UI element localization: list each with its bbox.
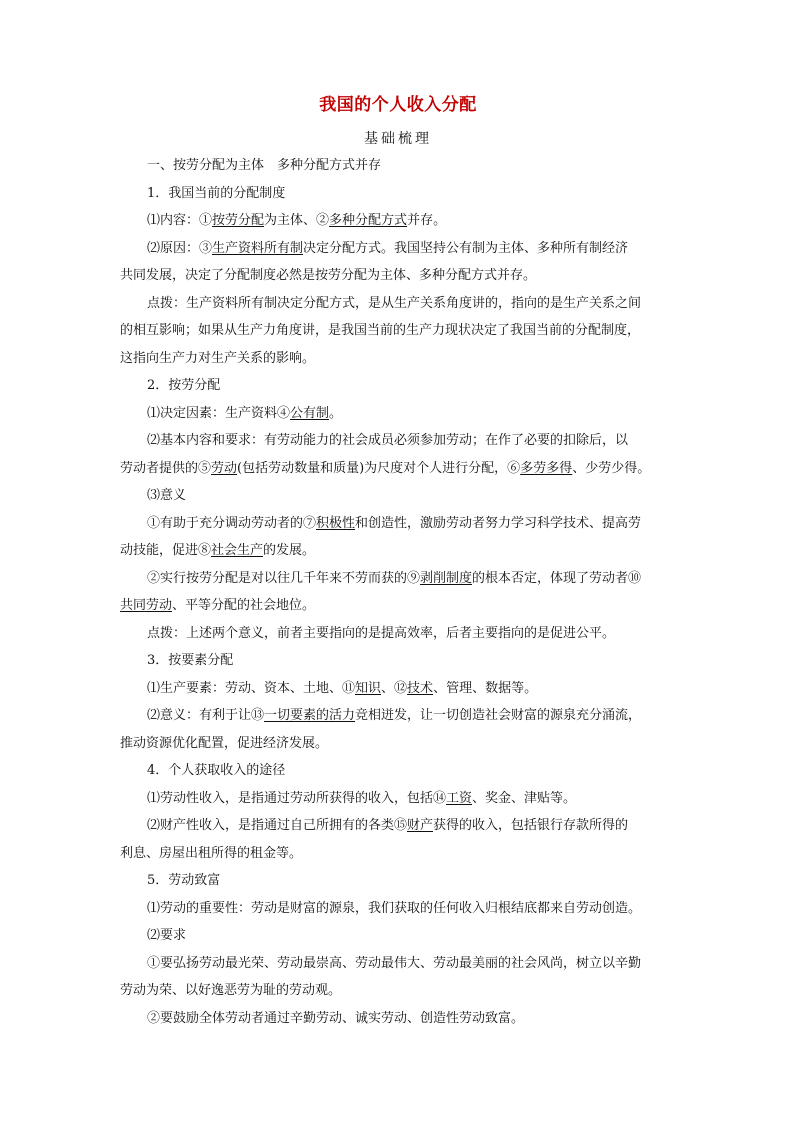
text-segment: ⑴生产要素：劳动、资本、土地、⑪	[147, 680, 356, 696]
answer-blank: 多种分配方式	[329, 213, 408, 228]
text-segment: 1．我国当前的分配制度	[147, 185, 286, 201]
text-line	[120, 427, 676, 455]
text-line	[120, 290, 676, 318]
text-segment: 为主体、②	[264, 213, 330, 228]
text-line	[120, 235, 676, 263]
text-line	[120, 262, 676, 290]
text-line	[120, 730, 676, 758]
text-segment: ⑴内容：①	[147, 213, 213, 228]
text-segment: ⑴劳动的重要性：劳动是财富的源泉，我们获取的任何收入归根结底都来自劳动创造。	[147, 900, 642, 916]
text-line	[120, 565, 676, 593]
text-line	[120, 537, 676, 565]
text-segment: 和创造性，激励劳动者努力学习科学技术、提高劳	[355, 515, 642, 531]
text-segment: ⑵财产性收入，是指通过自己所拥有的各类⑮	[147, 818, 408, 833]
answer-blank: 共同劳动	[120, 598, 173, 613]
text-line	[120, 647, 676, 675]
text-line	[120, 950, 676, 978]
answer-blank: 生产资料所有制	[212, 240, 304, 256]
text-segment: 获得的收入，包括银行存款所得的	[433, 818, 629, 833]
text-segment: 点拨：上述两个意义，前者主要指向的是提高效率，后者主要指向的是促进公平。	[147, 625, 616, 641]
answer-blank: 技术	[407, 680, 434, 696]
text-segment: 3．按要素分配	[147, 653, 234, 668]
text-line	[120, 482, 676, 510]
text-segment: ②实行按劳分配是对以往几千年来不劳而获的⑨	[147, 570, 421, 586]
answer-blank: 公有制	[290, 405, 330, 421]
text-line	[120, 812, 676, 840]
text-segment: ①有助于充分调动劳动者的⑦	[147, 515, 317, 531]
answer-blank: 一切要素的活力	[264, 708, 356, 723]
text-line	[120, 345, 676, 373]
text-segment: 共同发展，决定了分配制度必然是按劳分配为主体、多种分配方式并存。	[120, 268, 537, 283]
text-segment: 、少劳少得。	[572, 460, 651, 476]
text-segment: 。	[329, 405, 343, 421]
text-segment: 点拨：生产资料所有制决定分配方式，是从生产关系角度讲的，指向的是生产关系之间	[147, 295, 642, 311]
text-segment: 这指向生产力对生产关系的影响。	[120, 350, 316, 366]
text-line	[120, 702, 676, 730]
section-subtitle: 基础梳理	[364, 131, 432, 147]
text-segment: 2．按劳分配	[147, 378, 221, 393]
text-segment: 、管理、数据等。	[433, 680, 538, 696]
text-segment: 4．个人获取收入的途径	[147, 763, 286, 778]
text-segment: 、平等分配的社会地位。	[172, 598, 316, 613]
text-line	[120, 592, 676, 620]
text-segment: ⑵原因：③	[147, 240, 213, 256]
answer-blank: 按劳分配	[212, 213, 265, 228]
text-line	[120, 757, 676, 785]
text-segment: ⑴决定因素：生产资料④	[147, 405, 291, 421]
text-line	[120, 455, 676, 483]
text-line	[120, 922, 676, 950]
text-line	[120, 867, 676, 895]
text-segment: 劳动者提供的⑤	[120, 460, 212, 476]
text-segment: 的相互影响；如果从生产力角度讲，是我国当前的生产力现状决定了我国当前的分配制度，	[120, 323, 641, 338]
text-segment: 劳动为荣、以好逸恶劳为耻的劳动观。	[120, 983, 342, 998]
text-segment: ②要鼓励全体劳动者通过辛勤劳动、诚实劳动、创造性劳动致富。	[147, 1010, 525, 1026]
text-segment: (包括劳动数量和质量)为尺度对个人进行分配，⑥	[237, 460, 521, 476]
text-line	[120, 1005, 676, 1033]
text-line	[120, 317, 676, 345]
text-segment: 利息、房屋出租所得的租金等。	[120, 845, 303, 861]
text-line	[120, 977, 676, 1005]
text-segment: 5．劳动致富	[147, 873, 221, 888]
answer-blank: 社会生产	[211, 543, 264, 558]
text-line	[120, 675, 676, 703]
text-segment: 、奖金、津贴等。	[472, 790, 577, 806]
text-segment: 动技能，促进⑧	[120, 543, 212, 558]
text-segment: 一、按劳分配为主体 多种分配方式并存	[147, 158, 382, 173]
text-line	[120, 152, 676, 180]
text-segment: ⑵要求	[147, 928, 187, 943]
text-line	[120, 372, 676, 400]
text-segment: 推动资源优化配置，促进经济发展。	[120, 735, 329, 751]
text-line	[120, 207, 676, 235]
answer-blank: 剥削制度	[420, 570, 473, 586]
document-page	[120, 94, 676, 1032]
text-line	[120, 180, 676, 208]
answer-blank: 多劳多得	[520, 460, 573, 476]
answer-blank: 知识	[355, 680, 382, 696]
answer-blank: 工资	[446, 790, 473, 806]
text-line	[120, 620, 676, 648]
answer-blank: 劳动	[211, 460, 238, 476]
text-segment: 的发展。	[263, 543, 316, 558]
text-segment: 决定分配方式。我国坚持公有制为主体、多种所有制经济	[303, 240, 629, 256]
document-body	[120, 152, 676, 1032]
text-segment: ⑵基本内容和要求：有劳动能力的社会成员必须参加劳动；在作了必要的扣除后，以	[147, 433, 629, 448]
text-line	[120, 840, 676, 868]
answer-blank: 积极性	[316, 515, 356, 531]
text-segment: 竞相迸发，让一切创造社会财富的源泉充分涌流，	[355, 708, 642, 723]
page-title: 我国的个人收入分配	[319, 95, 477, 115]
text-segment: ①要弘扬劳动最光荣、劳动最崇高、劳动最伟大、劳动最美丽的社会风尚，树立以辛勤	[147, 955, 642, 971]
text-segment: ⑵意义：有利于让⑬	[147, 708, 265, 723]
text-segment: 并存。	[407, 213, 447, 228]
text-line	[120, 510, 676, 538]
text-line	[120, 785, 676, 813]
text-segment: 、⑫	[381, 680, 408, 696]
text-line	[120, 400, 676, 428]
text-segment: 的根本否定，体现了劳动者⑩	[472, 570, 642, 586]
text-segment: ⑴劳动性收入，是指通过劳动所获得的收入，包括⑭	[147, 790, 447, 806]
answer-blank: 财产	[407, 818, 434, 833]
text-segment: ⑶意义	[147, 488, 187, 503]
text-line	[120, 895, 676, 923]
